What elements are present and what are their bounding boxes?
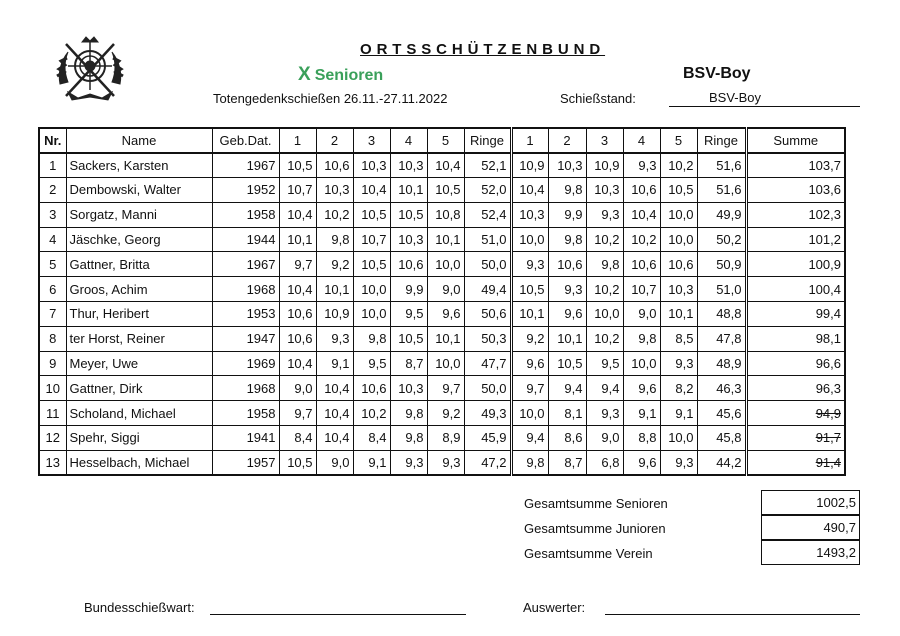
row-number: 3 xyxy=(39,202,66,227)
round1-shot: 10,5 xyxy=(390,202,427,227)
round2-shot: 10,4 xyxy=(511,178,548,203)
round2-shot: 9,8 xyxy=(586,252,623,277)
category-mark: X xyxy=(298,64,311,85)
table-row xyxy=(39,153,845,178)
column-header: 2 xyxy=(316,128,353,153)
table-row xyxy=(39,252,845,277)
round1-shot: 9,7 xyxy=(279,252,316,277)
round2-shot: 10,2 xyxy=(623,227,660,252)
round1-shot: 10,4 xyxy=(316,401,353,426)
round2-shot: 10,9 xyxy=(586,153,623,178)
round2-shot: 9,3 xyxy=(548,277,586,302)
round2-rings: 51,6 xyxy=(697,178,746,203)
round1-shot: 8,4 xyxy=(279,426,316,451)
column-header: Summe xyxy=(746,128,845,153)
round2-shot: 10,1 xyxy=(660,302,697,327)
column-header: Ringe xyxy=(464,128,511,153)
round2-shot: 10,2 xyxy=(586,326,623,351)
round1-shot: 10,4 xyxy=(316,426,353,451)
round2-shot: 8,7 xyxy=(548,450,586,475)
round1-shot: 10,3 xyxy=(353,153,390,178)
shooter-name: Hesselbach, Michael xyxy=(66,450,212,475)
event-title: Totengedenkschießen 26.11.-27.11.2022 xyxy=(213,91,448,106)
range-value: BSV-Boy xyxy=(669,90,860,107)
round1-shot: 10,4 xyxy=(353,178,390,203)
round1-shot: 10,7 xyxy=(353,227,390,252)
round1-shot: 9,8 xyxy=(316,227,353,252)
round2-shot: 9,3 xyxy=(586,401,623,426)
birth-year: 1967 xyxy=(212,153,279,178)
shooter-name: Groos, Achim xyxy=(66,277,212,302)
round2-rings: 48,9 xyxy=(697,351,746,376)
round2-shot: 10,1 xyxy=(548,326,586,351)
round1-shot: 10,1 xyxy=(427,227,464,252)
column-header: 5 xyxy=(660,128,697,153)
table-row xyxy=(39,326,845,351)
round1-shot: 9,3 xyxy=(316,326,353,351)
birth-year: 1944 xyxy=(212,227,279,252)
round1-rings: 52,1 xyxy=(464,153,511,178)
round1-shot: 10,1 xyxy=(316,277,353,302)
round2-rings: 48,8 xyxy=(697,302,746,327)
table-row xyxy=(39,450,845,475)
birth-year: 1968 xyxy=(212,277,279,302)
round1-shot: 10,2 xyxy=(353,401,390,426)
shooter-name: Sorgatz, Manni xyxy=(66,202,212,227)
birth-year: 1947 xyxy=(212,326,279,351)
column-header: 1 xyxy=(279,128,316,153)
round2-rings: 50,9 xyxy=(697,252,746,277)
results-table xyxy=(38,127,846,476)
round2-shot: 9,3 xyxy=(623,153,660,178)
round2-rings: 45,6 xyxy=(697,401,746,426)
round1-rings: 50,6 xyxy=(464,302,511,327)
round2-shot: 9,8 xyxy=(623,326,660,351)
row-number: 10 xyxy=(39,376,66,401)
round2-shot: 10,3 xyxy=(660,277,697,302)
round1-shot: 10,6 xyxy=(390,252,427,277)
shooter-name: Dembowski, Walter xyxy=(66,178,212,203)
round2-shot: 10,0 xyxy=(586,302,623,327)
round2-shot: 10,0 xyxy=(623,351,660,376)
round1-shot: 9,3 xyxy=(427,450,464,475)
round1-shot: 9,2 xyxy=(316,252,353,277)
round2-shot: 8,8 xyxy=(623,426,660,451)
round1-rings: 52,0 xyxy=(464,178,511,203)
round2-shot: 9,1 xyxy=(660,401,697,426)
round1-shot: 9,3 xyxy=(390,450,427,475)
table-row xyxy=(39,202,845,227)
birth-year: 1967 xyxy=(212,252,279,277)
round1-shot: 10,0 xyxy=(427,252,464,277)
round1-shot: 9,8 xyxy=(390,401,427,426)
round1-shot: 9,8 xyxy=(390,426,427,451)
birth-year: 1958 xyxy=(212,202,279,227)
column-header: 5 xyxy=(427,128,464,153)
shooter-name: Spehr, Siggi xyxy=(66,426,212,451)
column-header: Geb.Dat. xyxy=(212,128,279,153)
table-row xyxy=(39,401,845,426)
round2-shot: 10,2 xyxy=(660,153,697,178)
round2-rings: 51,0 xyxy=(697,277,746,302)
round2-shot: 10,7 xyxy=(623,277,660,302)
category-title xyxy=(298,64,383,86)
round1-shot: 10,3 xyxy=(390,376,427,401)
row-number: 12 xyxy=(39,426,66,451)
round2-shot: 9,8 xyxy=(548,227,586,252)
org-title: ORTSSCHÜTZENBUND xyxy=(360,41,606,58)
round1-shot: 10,3 xyxy=(316,178,353,203)
birth-year: 1957 xyxy=(212,450,279,475)
row-number: 7 xyxy=(39,302,66,327)
total-value-seniors: 1002,5 xyxy=(761,490,860,515)
round2-shot: 9,4 xyxy=(548,376,586,401)
round2-shot: 10,0 xyxy=(511,227,548,252)
round1-shot: 10,3 xyxy=(390,153,427,178)
round2-shot: 8,1 xyxy=(548,401,586,426)
round2-shot: 9,1 xyxy=(623,401,660,426)
round1-rings: 47,2 xyxy=(464,450,511,475)
table-row xyxy=(39,178,845,203)
total-label-seniors: Gesamtsumme Senioren xyxy=(524,496,668,511)
round1-shot: 9,5 xyxy=(353,351,390,376)
total-sum: 91,4 xyxy=(746,450,845,475)
round2-shot: 10,5 xyxy=(511,277,548,302)
shooter-name: Jäschke, Georg xyxy=(66,227,212,252)
round1-shot: 10,1 xyxy=(390,178,427,203)
round1-shot: 10,7 xyxy=(279,178,316,203)
column-header: Nr. xyxy=(39,128,66,153)
round2-shot: 9,8 xyxy=(511,450,548,475)
total-label-juniors: Gesamtsumme Junioren xyxy=(524,521,666,536)
round2-shot: 9,6 xyxy=(548,302,586,327)
shooter-name: Sackers, Karsten xyxy=(66,153,212,178)
round2-rings: 49,9 xyxy=(697,202,746,227)
round2-shot: 9,0 xyxy=(586,426,623,451)
round1-shot: 9,1 xyxy=(316,351,353,376)
round1-shot: 10,4 xyxy=(279,202,316,227)
round2-shot: 10,2 xyxy=(586,277,623,302)
birth-year: 1941 xyxy=(212,426,279,451)
round1-rings: 52,4 xyxy=(464,202,511,227)
birth-year: 1953 xyxy=(212,302,279,327)
round1-shot: 9,6 xyxy=(427,302,464,327)
total-sum: 98,1 xyxy=(746,326,845,351)
signature-label-auswerter: Auswerter: xyxy=(523,600,586,615)
round1-shot: 9,0 xyxy=(279,376,316,401)
round1-rings: 50,0 xyxy=(464,252,511,277)
round2-shot: 9,5 xyxy=(586,351,623,376)
column-header: Name xyxy=(66,128,212,153)
table-row xyxy=(39,277,845,302)
round2-shot: 10,0 xyxy=(660,227,697,252)
round2-shot: 9,2 xyxy=(511,326,548,351)
round2-shot: 9,4 xyxy=(511,426,548,451)
birth-year: 1969 xyxy=(212,351,279,376)
round2-shot: 6,8 xyxy=(586,450,623,475)
round2-shot: 10,0 xyxy=(660,426,697,451)
total-sum: 100,9 xyxy=(746,252,845,277)
row-number: 6 xyxy=(39,277,66,302)
round1-shot: 10,5 xyxy=(390,326,427,351)
round1-shot: 10,0 xyxy=(353,277,390,302)
round2-shot: 9,9 xyxy=(548,202,586,227)
round1-shot: 10,4 xyxy=(279,351,316,376)
round2-shot: 9,6 xyxy=(623,450,660,475)
row-number: 5 xyxy=(39,252,66,277)
round2-rings: 50,2 xyxy=(697,227,746,252)
round2-shot: 9,4 xyxy=(586,376,623,401)
round2-shot: 10,5 xyxy=(548,351,586,376)
column-header: 4 xyxy=(623,128,660,153)
birth-year: 1958 xyxy=(212,401,279,426)
round2-shot: 10,1 xyxy=(511,302,548,327)
header-row xyxy=(39,128,845,153)
round2-shot: 9,7 xyxy=(511,376,548,401)
round1-shot: 10,4 xyxy=(279,277,316,302)
round2-shot: 10,0 xyxy=(660,202,697,227)
round2-shot: 8,2 xyxy=(660,376,697,401)
total-value-club: 1493,2 xyxy=(761,540,860,565)
round1-shot: 9,1 xyxy=(353,450,390,475)
total-sum: 103,7 xyxy=(746,153,845,178)
row-number: 13 xyxy=(39,450,66,475)
round2-shot: 10,3 xyxy=(548,153,586,178)
table-row xyxy=(39,302,845,327)
round1-shot: 10,2 xyxy=(316,202,353,227)
row-number: 2 xyxy=(39,178,66,203)
column-header: Ringe xyxy=(697,128,746,153)
total-sum: 102,3 xyxy=(746,202,845,227)
round2-shot: 10,6 xyxy=(660,252,697,277)
round1-shot: 9,7 xyxy=(279,401,316,426)
round2-shot: 10,3 xyxy=(511,202,548,227)
column-header: 2 xyxy=(548,128,586,153)
round1-shot: 8,4 xyxy=(353,426,390,451)
round2-shot: 9,3 xyxy=(586,202,623,227)
round2-shot: 10,3 xyxy=(586,178,623,203)
table-row xyxy=(39,376,845,401)
round2-rings: 45,8 xyxy=(697,426,746,451)
birth-year: 1968 xyxy=(212,376,279,401)
total-value-juniors: 490,7 xyxy=(761,515,860,540)
shooter-name: Gattner, Britta xyxy=(66,252,212,277)
total-sum: 96,3 xyxy=(746,376,845,401)
round2-rings: 47,8 xyxy=(697,326,746,351)
club-name: BSV-Boy xyxy=(683,65,751,82)
column-header: 4 xyxy=(390,128,427,153)
round2-shot: 9,3 xyxy=(511,252,548,277)
round1-shot: 8,9 xyxy=(427,426,464,451)
total-sum: 101,2 xyxy=(746,227,845,252)
round2-shot: 10,4 xyxy=(623,202,660,227)
round1-shot: 9,8 xyxy=(353,326,390,351)
round2-shot: 8,6 xyxy=(548,426,586,451)
round1-rings: 50,0 xyxy=(464,376,511,401)
round2-shot: 10,2 xyxy=(586,227,623,252)
round1-shot: 10,6 xyxy=(353,376,390,401)
round2-shot: 10,0 xyxy=(511,401,548,426)
round1-rings: 50,3 xyxy=(464,326,511,351)
row-number: 8 xyxy=(39,326,66,351)
shooter-name: Thur, Heribert xyxy=(66,302,212,327)
round1-shot: 10,6 xyxy=(316,153,353,178)
round2-shot: 9,3 xyxy=(660,450,697,475)
round1-shot: 10,9 xyxy=(316,302,353,327)
round2-shot: 10,9 xyxy=(511,153,548,178)
round1-shot: 10,5 xyxy=(279,153,316,178)
total-sum: 96,6 xyxy=(746,351,845,376)
row-number: 4 xyxy=(39,227,66,252)
round1-shot: 10,5 xyxy=(353,252,390,277)
table-row xyxy=(39,426,845,451)
row-number: 9 xyxy=(39,351,66,376)
round1-shot: 10,8 xyxy=(427,202,464,227)
round1-shot: 9,2 xyxy=(427,401,464,426)
total-sum: 103,6 xyxy=(746,178,845,203)
round1-rings: 49,4 xyxy=(464,277,511,302)
shooter-name: Scholand, Michael xyxy=(66,401,212,426)
round2-shot: 9,3 xyxy=(660,351,697,376)
round2-shot: 9,6 xyxy=(623,376,660,401)
shooter-name: Meyer, Uwe xyxy=(66,351,212,376)
round1-shot: 10,4 xyxy=(316,376,353,401)
round1-shot: 9,0 xyxy=(427,277,464,302)
round2-shot: 9,8 xyxy=(548,178,586,203)
round2-shot: 10,5 xyxy=(660,178,697,203)
round2-rings: 44,2 xyxy=(697,450,746,475)
column-header: 3 xyxy=(353,128,390,153)
table-row xyxy=(39,227,845,252)
round2-rings: 46,3 xyxy=(697,376,746,401)
round1-rings: 51,0 xyxy=(464,227,511,252)
round2-rings: 51,6 xyxy=(697,153,746,178)
round1-rings: 45,9 xyxy=(464,426,511,451)
row-number: 1 xyxy=(39,153,66,178)
shooter-name: Gattner, Dirk xyxy=(66,376,212,401)
round2-shot: 9,6 xyxy=(511,351,548,376)
total-sum: 99,4 xyxy=(746,302,845,327)
total-sum: 94,9 xyxy=(746,401,845,426)
round1-rings: 49,3 xyxy=(464,401,511,426)
round1-shot: 9,9 xyxy=(390,277,427,302)
total-sum: 91,7 xyxy=(746,426,845,451)
total-sum: 100,4 xyxy=(746,277,845,302)
range-label: Schießstand: xyxy=(560,91,636,106)
round1-shot: 10,5 xyxy=(427,178,464,203)
round1-shot: 10,5 xyxy=(279,450,316,475)
signature-label-bundesschiesswart: Bundesschießwart: xyxy=(84,600,195,615)
round2-shot: 10,6 xyxy=(623,252,660,277)
round1-shot: 10,3 xyxy=(390,227,427,252)
round1-shot: 9,7 xyxy=(427,376,464,401)
round2-shot: 9,0 xyxy=(623,302,660,327)
round1-shot: 10,6 xyxy=(279,302,316,327)
round1-shot: 8,7 xyxy=(390,351,427,376)
row-number: 11 xyxy=(39,401,66,426)
total-label-club: Gesamtsumme Verein xyxy=(524,546,653,561)
birth-year: 1952 xyxy=(212,178,279,203)
round1-shot: 9,0 xyxy=(316,450,353,475)
column-header: 1 xyxy=(511,128,548,153)
column-header: 3 xyxy=(586,128,623,153)
round1-shot: 10,0 xyxy=(427,351,464,376)
round1-shot: 10,4 xyxy=(427,153,464,178)
shooting-target-crest-icon xyxy=(52,36,128,102)
shooter-name: ter Horst, Reiner xyxy=(66,326,212,351)
round1-shot: 10,5 xyxy=(353,202,390,227)
category-label: Senioren xyxy=(314,67,384,84)
round1-shot: 10,1 xyxy=(427,326,464,351)
round2-shot: 10,6 xyxy=(548,252,586,277)
table-row xyxy=(39,351,845,376)
signature-line-bundesschiesswart xyxy=(210,614,466,615)
round1-shot: 10,6 xyxy=(279,326,316,351)
round1-shot: 9,5 xyxy=(390,302,427,327)
round1-shot: 10,1 xyxy=(279,227,316,252)
round2-shot: 10,6 xyxy=(623,178,660,203)
signature-line-auswerter xyxy=(605,614,860,615)
round1-rings: 47,7 xyxy=(464,351,511,376)
round1-shot: 10,0 xyxy=(353,302,390,327)
round2-shot: 8,5 xyxy=(660,326,697,351)
